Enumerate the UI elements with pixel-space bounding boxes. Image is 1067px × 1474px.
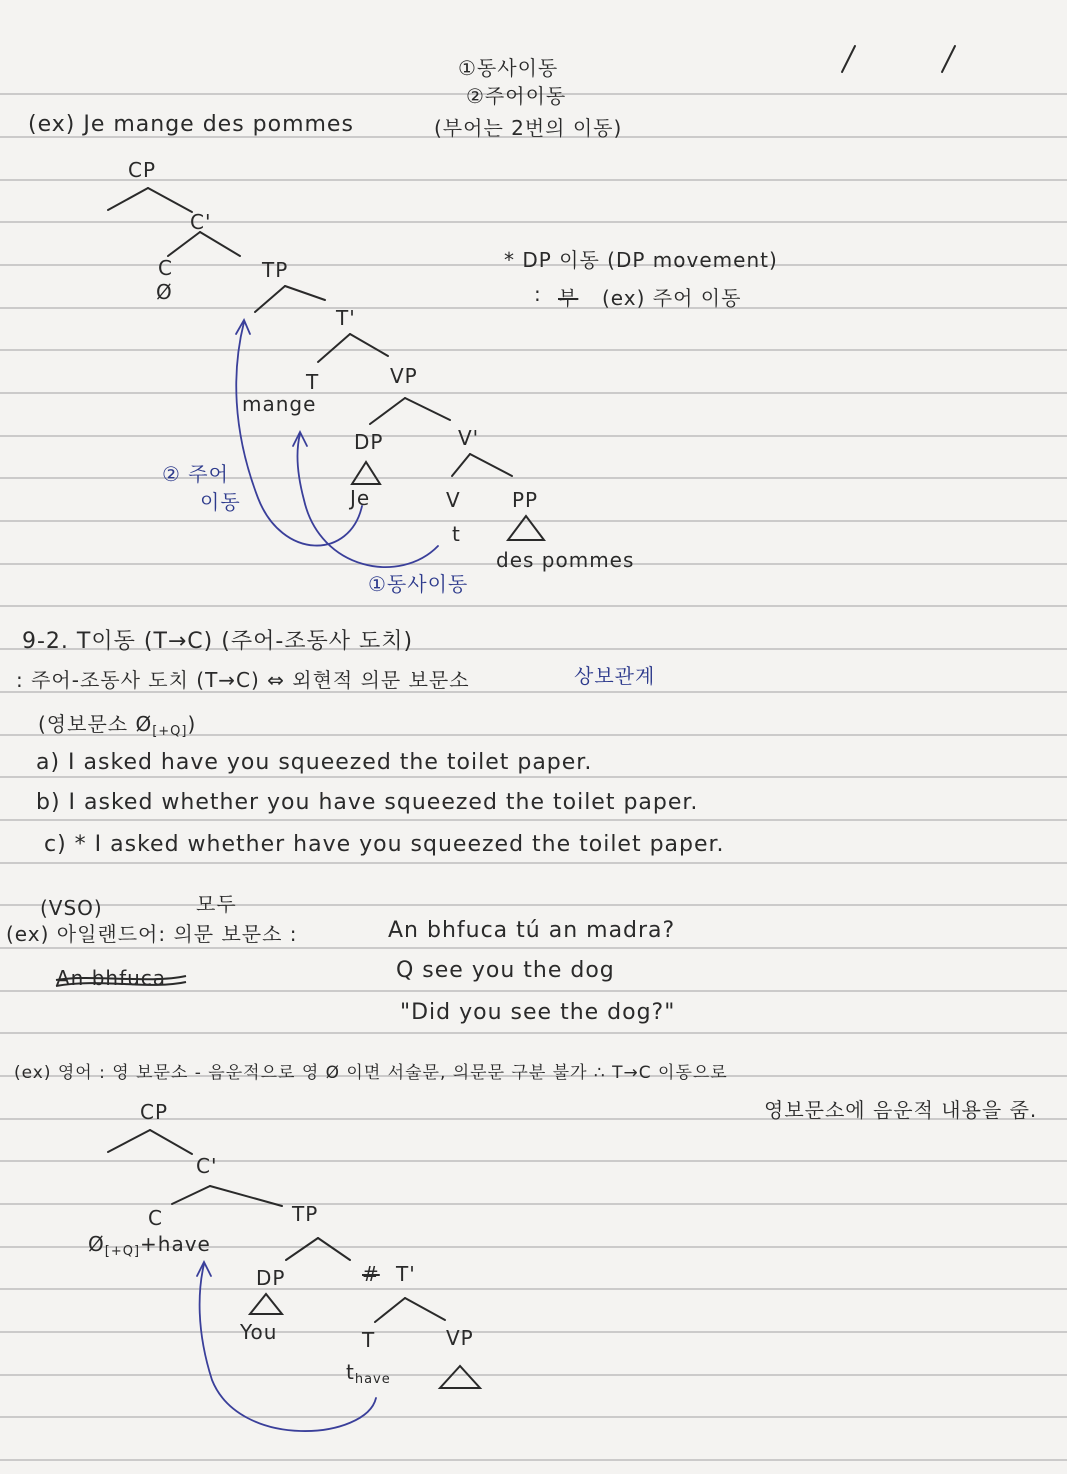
branch [150, 1130, 192, 1154]
vso-label: (VSO) [40, 896, 103, 920]
node-cbar-2: C' [196, 1154, 218, 1178]
branch [370, 398, 405, 424]
arrow-label-verb: ①동사이동 [368, 572, 469, 596]
irish-gloss: Q see you the dog [396, 958, 615, 983]
crossed-mark: # [362, 1262, 380, 1286]
branch [470, 454, 512, 476]
branch [108, 188, 148, 210]
branch [285, 286, 325, 300]
example-sentence: (ex) Je mange des pommes [28, 112, 354, 137]
english-line2: 영보문소에 음운적 내용을 줌. [764, 1098, 1038, 1122]
node-c-2: C [148, 1206, 163, 1230]
node-c-content: $Ø_{[+Q]}+have$ [88, 1232, 211, 1259]
node-vp-2: VP [446, 1326, 474, 1350]
branch [148, 188, 192, 212]
crossed-text: An bhfuca [56, 966, 167, 990]
branch [172, 1186, 210, 1204]
modu-label: 모두 [196, 892, 237, 916]
node-tp-2: TP [292, 1202, 319, 1226]
t-trace-have: $t_{have}$ [346, 1360, 391, 1387]
example-b: b) I asked whether you have squeezed the toilet paper. [36, 790, 699, 815]
irish-label: (ex) 아일랜드어: 의문 보문소 : [6, 922, 298, 946]
node-tbar: T' [336, 306, 356, 330]
note-subject-movement: ②주어이동 [466, 84, 567, 108]
node-c: C [158, 256, 173, 280]
side-note-dp-movement: * DP 이동 (DP movement) [504, 248, 778, 272]
node-t-2: T [362, 1328, 376, 1352]
irish-sentence: An bhfuca tú an madra? [388, 918, 676, 943]
node-tbar-2: T' [396, 1262, 416, 1286]
section-line1: : 주어-조동사 도치 (T→C) ⇔ 외현적 의문 보문소 [16, 668, 470, 692]
branch [255, 286, 285, 312]
node-tp: TP [262, 258, 289, 282]
branch [318, 334, 350, 362]
word-mange: mange [242, 392, 317, 416]
word-je: Je [350, 486, 371, 510]
triangle [250, 1294, 282, 1314]
arrow-label-subject-2: 이동 [200, 490, 241, 514]
side-note-crossed: 부 [558, 286, 579, 310]
example-c: c) * I asked whether have you squeezed the toilet paper. [44, 832, 725, 857]
node-c-null: Ø [156, 280, 173, 304]
branch [108, 1130, 150, 1152]
note-verb-movement: ①동사이동 [458, 56, 559, 80]
branch [318, 1238, 350, 1260]
section-heading: 9-2. T이동 (T→C) (주어-조동사 도치) [22, 629, 414, 654]
word-you: You [240, 1320, 278, 1344]
section-line1-complement: 상보관계 [574, 664, 656, 688]
node-dp: DP [354, 430, 384, 454]
node-cp: CP [128, 158, 157, 182]
arrow-label-subject: ② 주어 [162, 462, 229, 486]
node-vp: VP [390, 364, 418, 388]
triangle [352, 462, 380, 484]
example-a: a) I asked have you squeezed the toilet paper. [36, 750, 593, 775]
triangle [440, 1366, 480, 1388]
branch [375, 1298, 405, 1322]
example-comment: (부어는 2번의 이동) [434, 116, 623, 140]
branch [168, 232, 200, 256]
branch [210, 1186, 282, 1206]
triangle [508, 516, 544, 540]
node-cbar: C' [190, 210, 212, 234]
branch [350, 334, 388, 356]
branch [452, 454, 470, 476]
t-to-c-movement-arrow [200, 1264, 376, 1431]
branch [286, 1238, 318, 1260]
side-note-colon: : [534, 282, 542, 306]
english-line1: (ex) 영어 : 영 보문소 - 음운적으로 영 Ø 이면 서술문, 의문문 구분 불가 ∴ T→C 이동으로 [14, 1063, 728, 1083]
irish-translation: "Did you see the dog?" [400, 1000, 676, 1025]
branch [200, 232, 240, 256]
node-cp-2: CP [140, 1100, 169, 1124]
node-pp: PP [512, 488, 539, 512]
node-dp-2: DP [256, 1266, 286, 1290]
section-line2: (영보문소 $Ø_{[+Q]}$) [38, 712, 197, 739]
node-v: V [446, 488, 461, 512]
side-note-subject-movement: (ex) 주어 이동 [602, 286, 742, 310]
node-t: T [306, 370, 320, 394]
verb-trace: t [452, 522, 461, 546]
branch [405, 1298, 445, 1320]
branch [405, 398, 450, 420]
word-des-pommes: des pommes [496, 548, 635, 572]
node-vbar: V' [458, 426, 480, 450]
